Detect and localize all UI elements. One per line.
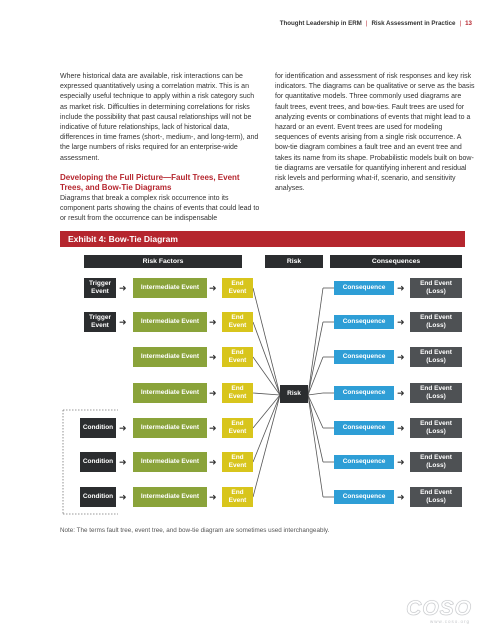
coso-logo: COSO [406, 597, 472, 620]
end-event-loss-box: End Event (Loss) [410, 452, 462, 472]
paragraph: for identification and assessment of risk responses and key risk indicators. The diagrams can be qualitative or serve as the basis for quantitative models. Three commonly used diagrams are fault trees, event trees, and bow-ties. Fault trees are used for analyzing events or combinations of events that might lead to a hazard or an event. Event trees are used for modeling sequences of events arising from a single risk occurrence. A bow-tie diagram combines a fault tree and an event tree and takes its name from its shape. Probabilistic models built on bow-tie diagrams are versatile for quantifying inherent and residual risk levels and performing what-if, scenario, and sensitivity analyses. [275, 73, 475, 193]
end-event-loss-box: End Event (Loss) [410, 312, 462, 332]
header-title: Risk Assessment in Practice [371, 20, 456, 27]
arrow-right-icon: ➜ [119, 492, 127, 502]
consequence-box: Consequence [334, 315, 394, 329]
end-event-loss-box: End Event (Loss) [410, 383, 462, 403]
arrow-right-icon: ➜ [119, 457, 127, 467]
condition-box: Condition [80, 418, 116, 438]
consequence-box: Consequence [334, 281, 394, 295]
trigger-event-box: Trigger Event [84, 312, 116, 332]
intermediate-event-box: Intermediate Event [133, 418, 207, 438]
end-event-box: End Event [222, 312, 253, 332]
end-event-loss-box: End Event (Loss) [410, 487, 462, 507]
consequence-box: Consequence [334, 421, 394, 435]
arrow-right-icon: ➜ [209, 388, 217, 398]
arrow-right-icon: ➜ [397, 457, 405, 467]
intermediate-event-box: Intermediate Event [133, 487, 207, 507]
arrow-right-icon: ➜ [209, 352, 217, 362]
arrow-right-icon: ➜ [397, 388, 405, 398]
condition-box: Condition [80, 452, 116, 472]
consequence-box: Consequence [334, 455, 394, 469]
arrow-right-icon: ➜ [209, 283, 217, 293]
header-consequences: Consequences [330, 255, 462, 268]
end-event-box: End Event [222, 347, 253, 367]
end-event-box: End Event [222, 452, 253, 472]
end-event-box: End Event [222, 278, 253, 298]
consequence-box: Consequence [334, 386, 394, 400]
end-event-box: End Event [222, 487, 253, 507]
header-risk: Risk [265, 255, 323, 268]
header-divider: | [365, 20, 368, 27]
exhibit-note: Note: The terms fault tree, event tree, and bow-tie diagram are sometimes used interchangeably. [60, 527, 330, 534]
arrow-right-icon: ➜ [209, 423, 217, 433]
condition-box: Condition [80, 487, 116, 507]
arrow-right-icon: ➜ [119, 283, 127, 293]
end-event-loss-box: End Event (Loss) [410, 347, 462, 367]
end-event-box: End Event [222, 418, 253, 438]
end-event-loss-box: End Event (Loss) [410, 418, 462, 438]
arrow-right-icon: ➜ [209, 492, 217, 502]
page-number: 13 [465, 20, 472, 27]
end-event-loss-box: End Event (Loss) [410, 278, 462, 298]
arrow-right-icon: ➜ [397, 352, 405, 362]
intermediate-event-box: Intermediate Event [133, 383, 207, 403]
header-risk-factors: Risk Factors [84, 255, 242, 268]
intermediate-event-box: Intermediate Event [133, 347, 207, 367]
consequence-box: Consequence [334, 490, 394, 504]
intermediate-event-box: Intermediate Event [133, 312, 207, 332]
intermediate-event-box: Intermediate Event [133, 452, 207, 472]
arrow-right-icon: ➜ [397, 283, 405, 293]
paragraph: Where historical data are available, risk interactions can be expressed quantitatively using a correlation matrix. This is an especially useful technique to apply within a risk category such as market risk. Difficulties in determining correlations for risks include the possibility that past causal relationships will not be indicative of future relationships, lack of historical data, differences in time frames (short-, medium-, and long-term), and the large numbers of risks required for an enterprise-wide assessment. [60, 73, 259, 162]
consequence-box: Consequence [334, 350, 394, 364]
header-divider: | [459, 20, 462, 27]
end-event-box: End Event [222, 383, 253, 403]
risk-box: Risk [280, 385, 308, 403]
coso-url: www.coso.org [429, 619, 470, 624]
arrow-right-icon: ➜ [397, 317, 405, 327]
arrow-right-icon: ➜ [397, 492, 405, 502]
header-section: Thought Leadership in ERM [279, 20, 362, 27]
arrow-right-icon: ➜ [209, 457, 217, 467]
trigger-event-box: Trigger Event [84, 278, 116, 298]
paragraph: Diagrams that break a complex risk occurrence into its component parts showing the chains of events that could lead to or result from the occurrence can be indispensable [60, 194, 260, 223]
section-subheading: Developing the Full Picture—Fault Trees, Event Trees, and Bow-Tie Diagrams [60, 172, 240, 193]
arrow-right-icon: ➜ [119, 317, 127, 327]
arrow-right-icon: ➜ [397, 423, 405, 433]
arrow-right-icon: ➜ [119, 423, 127, 433]
arrow-right-icon: ➜ [209, 317, 217, 327]
exhibit-title: Exhibit 4: Bow-Tie Diagram [68, 234, 178, 244]
intermediate-event-box: Intermediate Event [133, 278, 207, 298]
